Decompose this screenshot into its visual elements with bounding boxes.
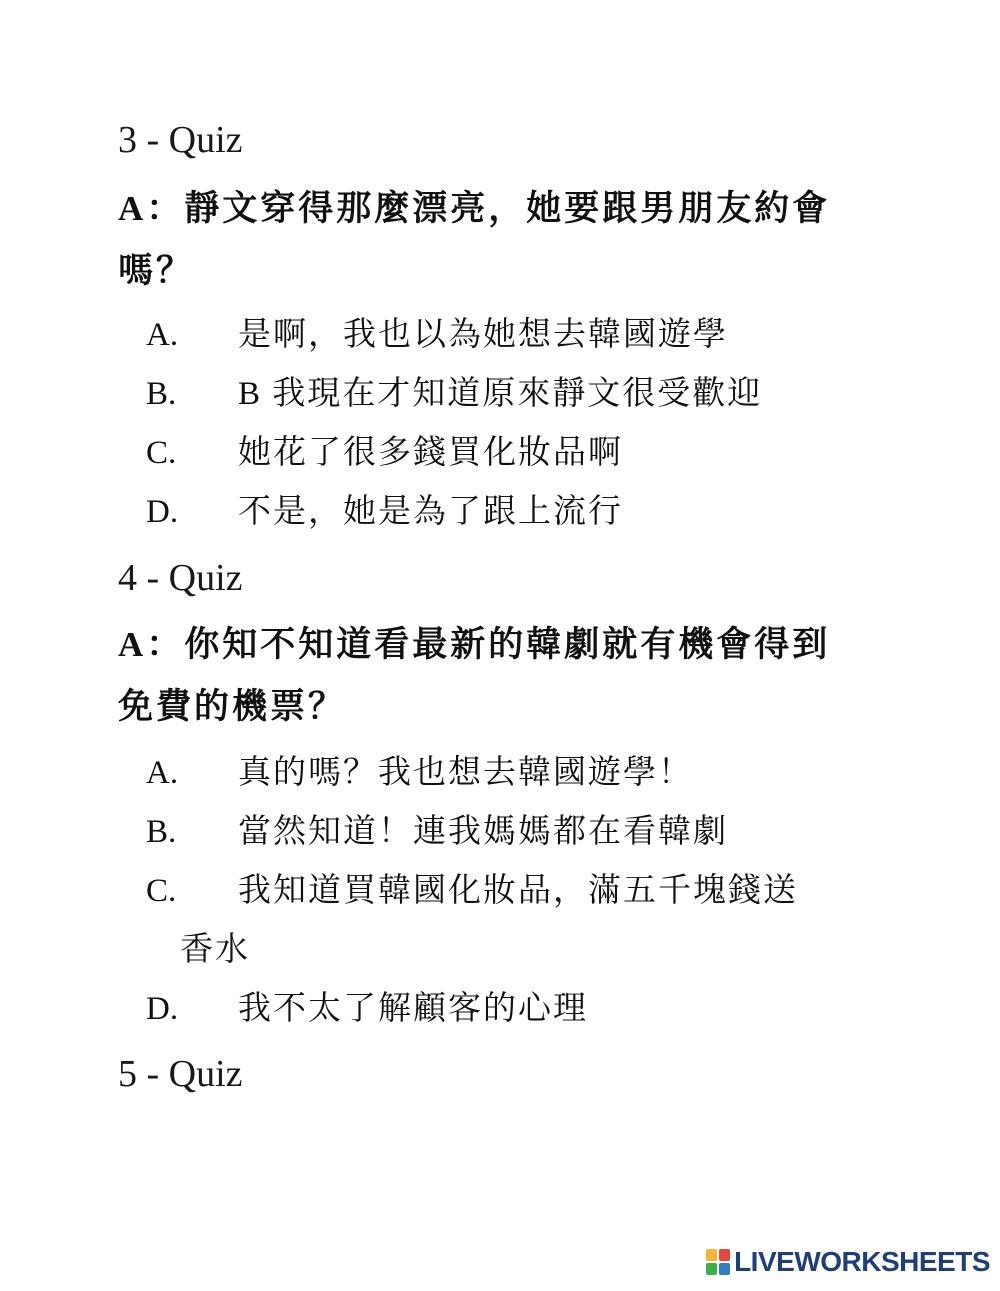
liveworksheets-logo-icon (706, 1249, 730, 1275)
option-letter: C. (146, 873, 177, 909)
option-text: 真的嗎？我也想去韓國遊學！ (238, 755, 693, 791)
quiz-3-option-a[interactable] (146, 306, 886, 365)
option-letter: D. (146, 494, 179, 530)
option-letter: C. (146, 435, 177, 471)
quiz-3-option-d[interactable] (146, 483, 886, 542)
logo-square (706, 1263, 717, 1275)
option-letter: A. (146, 317, 179, 353)
quiz-4-option-d[interactable] (146, 980, 886, 1039)
quiz-4-title: 4 - Quiz (118, 557, 243, 599)
option-letter: B. (146, 814, 177, 850)
quiz-4-question-line-1: A：你知不知道看最新的韓劇就有機會得到 (118, 625, 831, 664)
option-text: 她花了很多錢買化妝品啊 (238, 435, 623, 471)
option-text: 不是，她是為了跟上流行 (238, 494, 623, 530)
option-text-continued: 香水 (180, 932, 250, 968)
option-letter: A. (146, 755, 179, 791)
option-letter: D. (146, 991, 179, 1027)
liveworksheets-brand (706, 1247, 990, 1277)
option-text: 是啊，我也以為她想去韓國遊學 (238, 317, 728, 353)
quiz-3-question-line-1: A：靜文穿得那麼漂亮，她要跟男朋友約會 (118, 189, 831, 228)
quiz-4-options (146, 744, 886, 1039)
liveworksheets-wordmark: LIVEWORKSHEETS (734, 1246, 990, 1277)
option-text: B 我現在才知道原來靜文很受歡迎 (238, 376, 763, 412)
quiz-4-question-line-2: 免費的機票？ (118, 687, 347, 726)
quiz-3-options (146, 306, 886, 542)
quiz-4-option-c[interactable] (146, 862, 886, 980)
quiz-3-question-line-2: 嗎？ (118, 251, 195, 290)
option-text: 我知道買韓國化妝品，滿五千塊錢送 (238, 873, 798, 909)
quiz-3-title: 3 - Quiz (118, 119, 243, 161)
logo-square (719, 1263, 730, 1275)
logo-square (719, 1249, 730, 1261)
logo-square (706, 1249, 717, 1261)
quiz-5-title: 5 - Quiz (118, 1053, 243, 1095)
quiz-4-option-b[interactable] (146, 803, 886, 862)
quiz-3-option-c[interactable] (146, 424, 886, 483)
quiz-3-option-b[interactable] (146, 365, 886, 424)
option-text: 當然知道！連我媽媽都在看韓劇 (238, 814, 728, 850)
quiz-4-option-a[interactable] (146, 744, 886, 803)
quiz-4-question (118, 614, 878, 738)
option-letter: B. (146, 376, 177, 412)
quiz-3-question (118, 178, 878, 302)
option-text: 我不太了解顧客的心理 (238, 991, 588, 1027)
